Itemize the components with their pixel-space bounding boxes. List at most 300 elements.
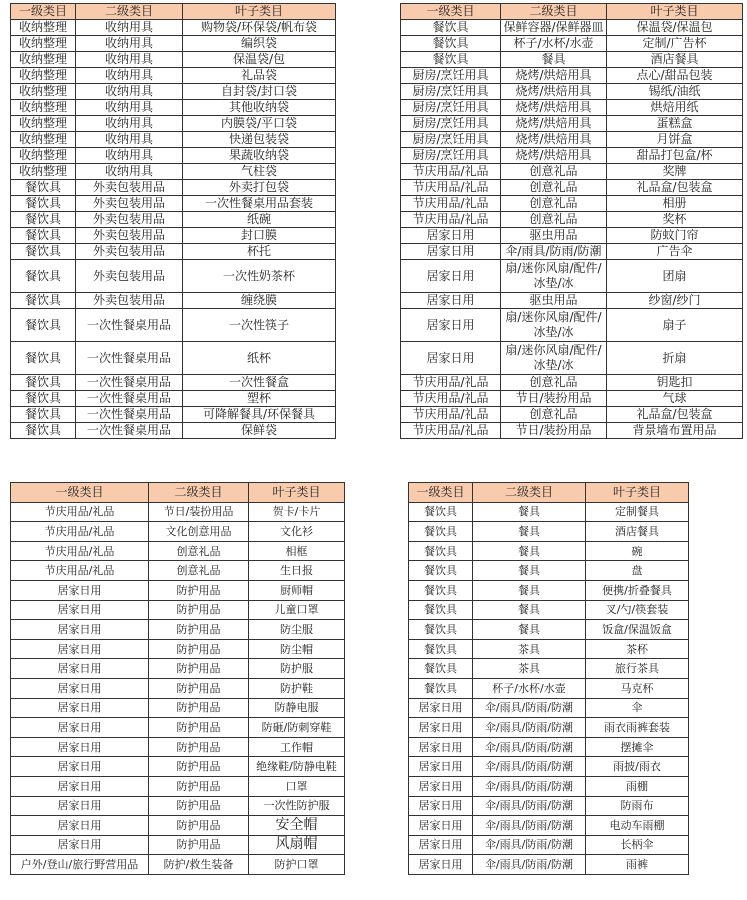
cell-level1[interactable]: 居家日用 (11, 639, 149, 659)
cell-level1[interactable]: 居家日用 (11, 796, 149, 816)
cell-level2[interactable]: 防护用品 (149, 698, 249, 718)
cell-level1[interactable]: 餐饮具 (11, 196, 76, 212)
table-row (401, 391, 743, 407)
cell-leaf[interactable]: 蛋糕盒 (607, 116, 743, 132)
cell-level2[interactable]: 防护用品 (149, 600, 249, 620)
cell-leaf[interactable]: 气柱袋 (183, 164, 336, 180)
cell-leaf[interactable]: 文化衫 (249, 522, 345, 542)
cell-leaf[interactable]: 一次性餐盒 (183, 375, 336, 391)
cell-level2[interactable]: 防护用品 (149, 835, 249, 855)
table-row (11, 502, 345, 522)
cell-level2[interactable]: 外卖包装用品 (76, 244, 183, 260)
cell-level2[interactable]: 烧烤/烘焙用具 (501, 100, 607, 116)
cell-level2[interactable]: 烧烤/烘焙用具 (501, 84, 607, 100)
cell-level1[interactable]: 居家日用 (409, 796, 473, 816)
cell-level1[interactable]: 餐饮具 (11, 228, 76, 244)
cell-level2[interactable]: 收纳用具 (76, 132, 183, 148)
cell-level1[interactable]: 餐饮具 (11, 391, 76, 407)
table-row (401, 20, 743, 36)
table-row (11, 835, 345, 855)
cell-level2[interactable]: 节日/装扮用品 (501, 391, 607, 407)
cell-leaf[interactable]: 雨棚 (586, 776, 689, 796)
cell-leaf[interactable]: 摆摊伞 (586, 737, 689, 757)
cell-level2[interactable]: 一次性餐桌用品 (76, 342, 183, 375)
cell-level2[interactable]: 收纳用具 (76, 116, 183, 132)
cell-level2[interactable]: 伞/雨具/防雨/防潮 (473, 718, 586, 738)
cell-leaf[interactable]: 酒店餐具 (586, 522, 689, 542)
cell-level2[interactable]: 节日/装扮用品 (149, 502, 249, 522)
cell-level1[interactable]: 收纳整理 (11, 52, 76, 68)
header-cell-leaf[interactable]: 叶子类目 (249, 483, 345, 503)
cell-leaf[interactable]: 点心/甜品包装 (607, 68, 743, 84)
cell-level2[interactable]: 餐具 (473, 580, 586, 600)
cell-leaf[interactable]: 酒店餐具 (607, 52, 743, 68)
cell-level1[interactable]: 餐饮具 (409, 580, 473, 600)
cell-level1[interactable]: 收纳整理 (11, 132, 76, 148)
table-body (11, 502, 345, 874)
cell-level2[interactable]: 创意礼品 (501, 180, 607, 196)
cell-level1[interactable]: 节庆用品/礼品 (401, 164, 501, 180)
table-row (401, 342, 743, 375)
cell-leaf[interactable]: 防静电服 (249, 698, 345, 718)
cell-level1[interactable]: 餐饮具 (11, 180, 76, 196)
cell-level2[interactable]: 收纳用具 (76, 100, 183, 116)
cell-level2[interactable]: 餐具 (473, 502, 586, 522)
cell-leaf[interactable]: 奖杯 (607, 212, 743, 228)
cell-leaf[interactable]: 碗 (586, 541, 689, 561)
cell-level2[interactable]: 收纳用具 (76, 36, 183, 52)
cell-level2[interactable]: 外卖包装用品 (76, 260, 183, 293)
cell-level1[interactable]: 居家日用 (11, 816, 149, 836)
cell-level1[interactable]: 节庆用品/礼品 (401, 196, 501, 212)
cell-level1[interactable]: 餐饮具 (11, 309, 76, 342)
cell-leaf[interactable]: 盘 (586, 561, 689, 581)
cell-leaf[interactable]: 马克杯 (586, 678, 689, 698)
table-row (11, 522, 345, 542)
cell-level1[interactable]: 收纳整理 (11, 36, 76, 52)
cell-level2[interactable]: 防护用品 (149, 639, 249, 659)
cell-level2[interactable]: 餐具 (473, 620, 586, 640)
cell-level2[interactable]: 防护/救生装备 (149, 855, 249, 875)
cell-leaf[interactable]: 定制餐具 (586, 502, 689, 522)
cell-level2[interactable]: 茶具 (473, 639, 586, 659)
cell-level2[interactable]: 保鲜容器/保鲜器皿 (501, 20, 607, 36)
cell-level2[interactable]: 烧烤/烘焙用具 (501, 116, 607, 132)
cell-level1[interactable]: 收纳整理 (11, 148, 76, 164)
cell-leaf[interactable]: 外卖打包袋 (183, 180, 336, 196)
cell-level2[interactable]: 一次性餐桌用品 (76, 309, 183, 342)
cell-leaf[interactable]: 果蔬收纳袋 (183, 148, 336, 164)
cell-level2[interactable]: 外卖包装用品 (76, 180, 183, 196)
cell-level2[interactable]: 防护用品 (149, 659, 249, 679)
cell-level1[interactable]: 厨房/烹饪用具 (401, 84, 501, 100)
table-row (401, 52, 743, 68)
cell-level1[interactable]: 节庆用品/礼品 (401, 423, 501, 439)
cell-level2[interactable]: 茶具 (473, 659, 586, 679)
cell-leaf[interactable]: 防护口罩 (249, 855, 345, 875)
header-cell-level1[interactable]: 一级类目 (11, 4, 76, 20)
header-cell-level2[interactable]: 二级类目 (76, 4, 183, 20)
cell-level1[interactable]: 节庆用品/礼品 (11, 502, 149, 522)
cell-leaf[interactable]: 绝缘鞋/防静电鞋 (249, 757, 345, 777)
cell-leaf[interactable]: 饭盒/保温饭盒 (586, 620, 689, 640)
cell-leaf[interactable]: 防雨布 (586, 796, 689, 816)
table-row (11, 659, 345, 679)
cell-leaf[interactable]: 快递包装袋 (183, 132, 336, 148)
cell-level2[interactable]: 烧烤/烘焙用具 (501, 68, 607, 84)
cell-level1[interactable]: 居家日用 (401, 260, 501, 293)
cell-level1[interactable]: 居家日用 (401, 228, 501, 244)
header-cell-level2[interactable]: 二级类目 (149, 483, 249, 503)
cell-level1[interactable]: 厨房/烹饪用具 (401, 116, 501, 132)
cell-level2[interactable]: 创意礼品 (501, 212, 607, 228)
cell-leaf[interactable]: 一次性餐桌用品套装 (183, 196, 336, 212)
cell-level2[interactable]: 一次性餐桌用品 (76, 423, 183, 439)
cell-level1[interactable]: 节庆用品/礼品 (11, 541, 149, 561)
table-row (11, 541, 345, 561)
cell-leaf[interactable]: 相框 (249, 541, 345, 561)
cell-level2[interactable]: 防护用品 (149, 816, 249, 836)
cell-leaf[interactable]: 一次性奶茶杯 (183, 260, 336, 293)
cell-leaf[interactable]: 贺卡/卡片 (249, 502, 345, 522)
cell-level1[interactable]: 餐饮具 (401, 36, 501, 52)
table-row (401, 212, 743, 228)
cell-leaf[interactable]: 防护鞋 (249, 678, 345, 698)
cell-level2[interactable]: 伞/雨具/防雨/防潮 (473, 835, 586, 855)
cell-level2[interactable]: 伞/雨具/防雨/防潮 (473, 757, 586, 777)
cell-leaf[interactable]: 儿童口罩 (249, 600, 345, 620)
cell-level2[interactable]: 防护用品 (149, 678, 249, 698)
cell-leaf[interactable]: 口罩 (249, 776, 345, 796)
cell-level1[interactable]: 收纳整理 (11, 20, 76, 36)
cell-level1[interactable]: 居家日用 (11, 718, 149, 738)
cell-leaf[interactable]: 钥匙扣 (607, 375, 743, 391)
cell-leaf[interactable]: 防护服 (249, 659, 345, 679)
cell-level2[interactable]: 伞/雨具/防雨/防潮 (501, 244, 607, 260)
cell-level1[interactable]: 餐饮具 (409, 659, 473, 679)
cell-leaf[interactable]: 一次性防护服 (249, 796, 345, 816)
cell-level1[interactable]: 居家日用 (409, 737, 473, 757)
category-table-bottom-right (408, 482, 689, 875)
cell-level1[interactable]: 居家日用 (11, 776, 149, 796)
cell-level1[interactable]: 居家日用 (11, 698, 149, 718)
cell-leaf[interactable]: 月饼盒 (607, 132, 743, 148)
cell-leaf[interactable]: 购物袋/环保袋/帆布袋 (183, 20, 336, 36)
table-row (401, 309, 743, 342)
cell-leaf[interactable]: 礼品袋 (183, 68, 336, 84)
cell-leaf[interactable]: 伞 (586, 698, 689, 718)
cell-level1[interactable]: 居家日用 (409, 757, 473, 777)
table-row (409, 659, 689, 679)
cell-level1[interactable]: 餐饮具 (409, 502, 473, 522)
cell-level1[interactable]: 餐饮具 (409, 600, 473, 620)
cell-leaf[interactable]: 风扇帽 (249, 835, 345, 855)
table-row (409, 718, 689, 738)
cell-leaf[interactable]: 保温袋/保温包 (607, 20, 743, 36)
cell-level1[interactable]: 餐饮具 (409, 522, 473, 542)
cell-level1[interactable]: 居家日用 (409, 698, 473, 718)
table-row (11, 244, 336, 260)
cell-level2[interactable]: 杯子/水杯/水壶 (473, 678, 586, 698)
cell-level1[interactable]: 居家日用 (401, 244, 501, 260)
table-row (401, 36, 743, 52)
cell-level2[interactable]: 防护用品 (149, 757, 249, 777)
cell-level2[interactable]: 餐具 (473, 561, 586, 581)
table-row (11, 84, 336, 100)
header-cell-leaf[interactable]: 叶子类目 (607, 4, 743, 20)
cell-level2[interactable]: 一次性餐桌用品 (76, 391, 183, 407)
table-row (11, 100, 336, 116)
cell-leaf[interactable]: 团扇 (607, 260, 743, 293)
cell-leaf[interactable]: 保温袋/包 (183, 52, 336, 68)
cell-leaf[interactable]: 奖牌 (607, 164, 743, 180)
cell-leaf[interactable]: 其他收纳袋 (183, 100, 336, 116)
cell-leaf[interactable]: 广告伞 (607, 244, 743, 260)
cell-level2[interactable]: 伞/雨具/防雨/防潮 (473, 855, 586, 875)
cell-level2[interactable]: 创意礼品 (501, 196, 607, 212)
cell-level1[interactable]: 餐饮具 (401, 20, 501, 36)
cell-level2[interactable]: 收纳用具 (76, 68, 183, 84)
cell-leaf[interactable]: 编织袋 (183, 36, 336, 52)
cell-level2[interactable]: 一次性餐桌用品 (76, 375, 183, 391)
cell-leaf[interactable]: 扇子 (607, 309, 743, 342)
cell-level2[interactable]: 餐具 (473, 600, 586, 620)
table-row (11, 639, 345, 659)
cell-leaf[interactable]: 气球 (607, 391, 743, 407)
cell-level1[interactable]: 餐饮具 (409, 561, 473, 581)
cell-level2[interactable]: 外卖包装用品 (76, 196, 183, 212)
cell-level2[interactable]: 文化创意用品 (149, 522, 249, 542)
cell-level1[interactable]: 居家日用 (401, 309, 501, 342)
cell-leaf[interactable]: 茶杯 (586, 639, 689, 659)
cell-leaf[interactable]: 相册 (607, 196, 743, 212)
cell-leaf[interactable]: 锡纸/油纸 (607, 84, 743, 100)
header-cell-leaf[interactable]: 叶子类目 (586, 483, 689, 503)
cell-level2[interactable]: 外卖包装用品 (76, 228, 183, 244)
cell-level1[interactable]: 居家日用 (409, 855, 473, 875)
header-cell-level1[interactable]: 一级类目 (401, 4, 501, 20)
cell-level2[interactable]: 收纳用具 (76, 20, 183, 36)
category-table-bottom-left (10, 482, 345, 875)
table-row (409, 541, 689, 561)
cell-leaf[interactable]: 电动车雨棚 (586, 816, 689, 836)
cell-leaf[interactable]: 长柄伞 (586, 835, 689, 855)
cell-leaf[interactable]: 自封袋/封口袋 (183, 84, 336, 100)
cell-leaf[interactable]: 一次性筷子 (183, 309, 336, 342)
cell-level1[interactable]: 居家日用 (11, 659, 149, 679)
cell-leaf[interactable]: 安全帽 (249, 816, 345, 836)
cell-leaf[interactable]: 礼品盒/包装盒 (607, 180, 743, 196)
cell-level1[interactable]: 餐饮具 (11, 375, 76, 391)
cell-level1[interactable]: 居家日用 (11, 757, 149, 777)
cell-leaf[interactable]: 烘焙用纸 (607, 100, 743, 116)
cell-level1[interactable]: 厨房/烹饪用具 (401, 132, 501, 148)
cell-level1[interactable]: 节庆用品/礼品 (401, 375, 501, 391)
cell-level2[interactable]: 餐具 (473, 541, 586, 561)
cell-level2[interactable]: 外卖包装用品 (76, 212, 183, 228)
table-row (401, 260, 743, 293)
cell-leaf[interactable]: 保鲜袋 (183, 423, 336, 439)
cell-level1[interactable]: 餐饮具 (11, 293, 76, 309)
cell-level1[interactable]: 餐饮具 (409, 639, 473, 659)
cell-level1[interactable]: 居家日用 (409, 776, 473, 796)
cell-leaf[interactable]: 旅行茶具 (586, 659, 689, 679)
table-row (409, 698, 689, 718)
cell-level1[interactable]: 厨房/烹饪用具 (401, 68, 501, 84)
cell-leaf[interactable]: 防尘服 (249, 620, 345, 640)
cell-leaf[interactable]: 生日报 (249, 561, 345, 581)
cell-level1[interactable]: 节庆用品/礼品 (401, 391, 501, 407)
cell-level2[interactable]: 伞/雨具/防雨/防潮 (473, 816, 586, 836)
table-row (409, 600, 689, 620)
cell-level1[interactable]: 餐饮具 (11, 260, 76, 293)
cell-level1[interactable]: 餐饮具 (409, 678, 473, 698)
cell-leaf[interactable]: 厨师帽 (249, 580, 345, 600)
cell-level1[interactable]: 收纳整理 (11, 164, 76, 180)
cell-level1[interactable]: 收纳整理 (11, 84, 76, 100)
cell-leaf[interactable]: 雨裤 (586, 855, 689, 875)
cell-level2[interactable]: 扇/迷你风扇/配件/冰垫/冰 (501, 309, 607, 342)
cell-level1[interactable]: 居家日用 (11, 580, 149, 600)
cell-level1[interactable]: 收纳整理 (11, 68, 76, 84)
table-row (409, 776, 689, 796)
cell-level2[interactable]: 防护用品 (149, 620, 249, 640)
cell-level1[interactable]: 厨房/烹饪用具 (401, 148, 501, 164)
cell-level1[interactable]: 居家日用 (409, 718, 473, 738)
cell-level1[interactable]: 居家日用 (401, 342, 501, 375)
cell-leaf[interactable]: 防砸/防刺穿鞋 (249, 718, 345, 738)
table-body (11, 20, 336, 439)
table-row (11, 148, 336, 164)
cell-leaf[interactable]: 雨披/雨衣 (586, 757, 689, 777)
cell-level1[interactable]: 收纳整理 (11, 100, 76, 116)
cell-level2[interactable]: 伞/雨具/防雨/防潮 (473, 796, 586, 816)
cell-level1[interactable]: 居家日用 (11, 737, 149, 757)
header-cell-level1[interactable]: 一级类目 (11, 483, 149, 503)
cell-level2[interactable]: 创意礼品 (501, 407, 607, 423)
cell-level1[interactable]: 居家日用 (401, 293, 501, 309)
cell-leaf[interactable]: 封口膜 (183, 228, 336, 244)
cell-level1[interactable]: 餐饮具 (409, 620, 473, 640)
cell-leaf[interactable]: 雨衣雨裤套装 (586, 718, 689, 738)
cell-level2[interactable]: 扇/迷你风扇/配件/冰垫/冰 (501, 342, 607, 375)
cell-level1[interactable]: 居家日用 (11, 678, 149, 698)
header-row (409, 483, 689, 503)
cell-level2[interactable]: 烧烤/烘焙用具 (501, 148, 607, 164)
cell-level1[interactable]: 餐饮具 (11, 244, 76, 260)
cell-level1[interactable]: 厨房/烹饪用具 (401, 100, 501, 116)
cell-level1[interactable]: 餐饮具 (11, 423, 76, 439)
cell-leaf[interactable]: 内膜袋/平口袋 (183, 116, 336, 132)
cell-level2[interactable]: 杯子/水杯/水壶 (501, 36, 607, 52)
cell-level1[interactable]: 节庆用品/礼品 (401, 407, 501, 423)
cell-level1[interactable]: 居家日用 (409, 816, 473, 836)
table-row (409, 561, 689, 581)
cell-leaf[interactable]: 甜品打包盒/杯 (607, 148, 743, 164)
cell-level2[interactable]: 创意礼品 (149, 561, 249, 581)
cell-level1[interactable]: 居家日用 (11, 835, 149, 855)
cell-leaf[interactable]: 折扇 (607, 342, 743, 375)
cell-level2[interactable]: 驱虫用品 (501, 228, 607, 244)
cell-level1[interactable]: 户外/登山/旅行野营用品 (11, 855, 149, 875)
cell-level2[interactable]: 驱虫用品 (501, 293, 607, 309)
cell-level1[interactable]: 餐饮具 (11, 342, 76, 375)
cell-level2[interactable]: 创意礼品 (149, 541, 249, 561)
cell-level2[interactable]: 防护用品 (149, 580, 249, 600)
cell-level1[interactable]: 居家日用 (11, 620, 149, 640)
header-cell-leaf[interactable]: 叶子类目 (183, 4, 336, 20)
cell-leaf[interactable]: 塑杯 (183, 391, 336, 407)
cell-level2[interactable]: 收纳用具 (76, 52, 183, 68)
cell-leaf[interactable]: 缠绕膜 (183, 293, 336, 309)
cell-level2[interactable]: 创意礼品 (501, 375, 607, 391)
cell-level2[interactable]: 伞/雨具/防雨/防潮 (473, 698, 586, 718)
cell-level2[interactable]: 餐具 (473, 522, 586, 542)
cell-level1[interactable]: 居家日用 (409, 835, 473, 855)
cell-level2[interactable]: 防护用品 (149, 776, 249, 796)
cell-leaf[interactable]: 纱窗/纱门 (607, 293, 743, 309)
cell-leaf[interactable]: 纸碗 (183, 212, 336, 228)
cell-level2[interactable]: 餐具 (501, 52, 607, 68)
cell-level1[interactable]: 收纳整理 (11, 116, 76, 132)
cell-level2[interactable]: 收纳用具 (76, 148, 183, 164)
cell-leaf[interactable]: 可降解餐具/环保餐具 (183, 407, 336, 423)
category-table-top-left (10, 3, 336, 439)
cell-level1[interactable]: 餐饮具 (11, 212, 76, 228)
cell-level2[interactable]: 创意礼品 (501, 164, 607, 180)
cell-level1[interactable]: 节庆用品/礼品 (11, 561, 149, 581)
cell-level1[interactable]: 节庆用品/礼品 (401, 212, 501, 228)
cell-leaf[interactable]: 纸杯 (183, 342, 336, 375)
cell-leaf[interactable]: 便携/折叠餐具 (586, 580, 689, 600)
cell-level2[interactable]: 烧烤/烘焙用具 (501, 132, 607, 148)
cell-level2[interactable]: 伞/雨具/防雨/防潮 (473, 776, 586, 796)
header-cell-level2[interactable]: 二级类目 (501, 4, 607, 20)
cell-level1[interactable]: 餐饮具 (401, 52, 501, 68)
cell-level2[interactable]: 收纳用具 (76, 164, 183, 180)
cell-level1[interactable]: 节庆用品/礼品 (401, 180, 501, 196)
cell-leaf[interactable]: 工作帽 (249, 737, 345, 757)
cell-leaf[interactable]: 定制/广告杯 (607, 36, 743, 52)
cell-level2[interactable]: 收纳用具 (76, 84, 183, 100)
cell-leaf[interactable]: 礼品盒/包装盒 (607, 407, 743, 423)
cell-level2[interactable]: 一次性餐桌用品 (76, 407, 183, 423)
cell-level2[interactable]: 外卖包装用品 (76, 293, 183, 309)
table-row (11, 293, 336, 309)
cell-level1[interactable]: 节庆用品/礼品 (11, 522, 149, 542)
cell-leaf[interactable]: 防蚊门帘 (607, 228, 743, 244)
table-row (11, 342, 336, 375)
cell-level1[interactable]: 餐饮具 (11, 407, 76, 423)
table-row (11, 600, 345, 620)
cell-level2[interactable]: 节日/装扮用品 (501, 423, 607, 439)
cell-level2[interactable]: 伞/雨具/防雨/防潮 (473, 737, 586, 757)
cell-level1[interactable]: 居家日用 (11, 600, 149, 620)
table-row (409, 580, 689, 600)
cell-level2[interactable]: 防护用品 (149, 796, 249, 816)
cell-level2[interactable]: 防护用品 (149, 737, 249, 757)
cell-level2[interactable]: 扇/迷你风扇/配件/冰垫/冰 (501, 260, 607, 293)
cell-leaf[interactable]: 防尘帽 (249, 639, 345, 659)
table-row (401, 84, 743, 100)
cell-level1[interactable]: 餐饮具 (409, 541, 473, 561)
cell-leaf[interactable]: 叉/勺/筷套装 (586, 600, 689, 620)
cell-leaf[interactable]: 杯托 (183, 244, 336, 260)
cell-leaf[interactable]: 背景墙布置用品 (607, 423, 743, 439)
header-cell-level1[interactable]: 一级类目 (409, 483, 473, 503)
cell-level2[interactable]: 防护用品 (149, 718, 249, 738)
header-cell-level2[interactable]: 二级类目 (473, 483, 586, 503)
